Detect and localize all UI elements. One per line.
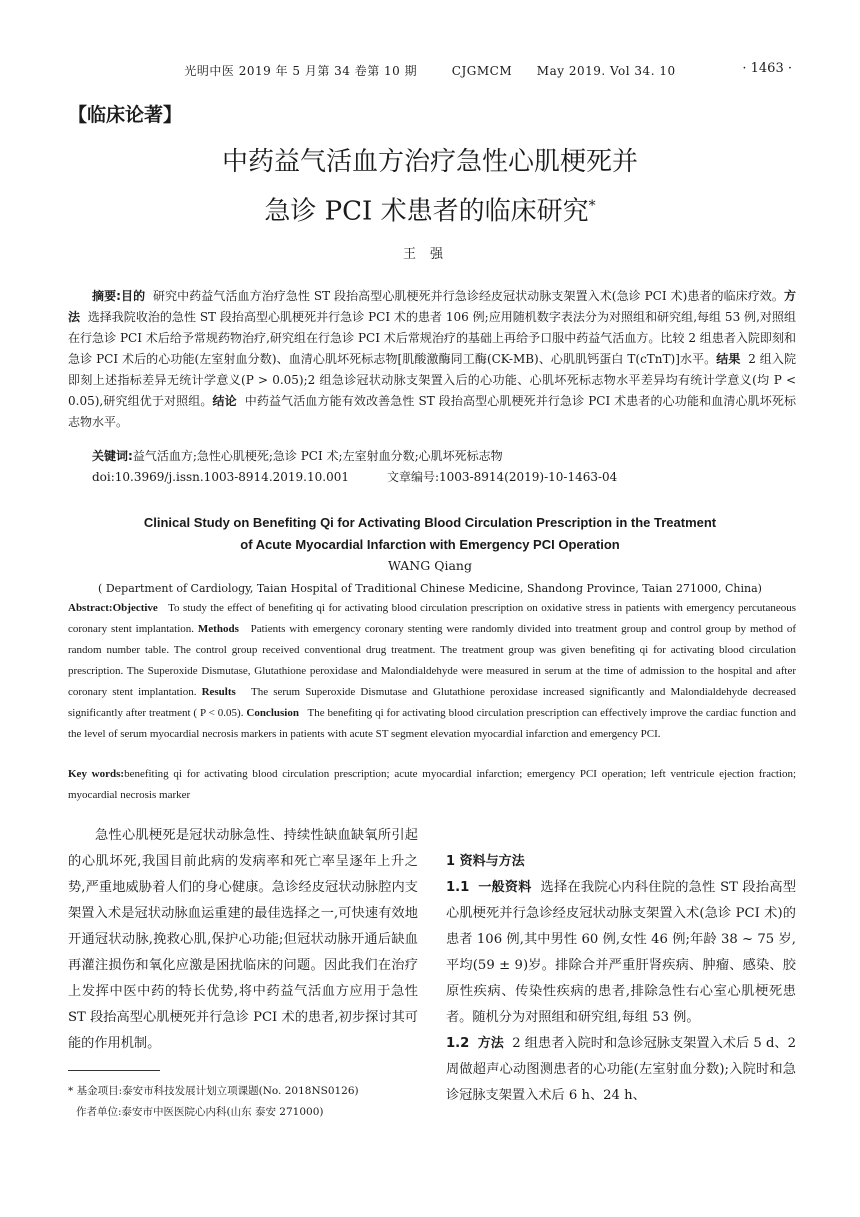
footnote-divider [68,1070,160,1071]
body-left-column [68,823,418,1057]
keywords-en [68,764,796,806]
section-1-heading: 1 资料与方法 [446,854,525,869]
objective-en-label: Objective [112,602,158,614]
s11-title: 一般资料 [478,880,532,895]
keywords-cn-text: 益气活血方;急性心肌梗死;急诊 PCI 术;左室射血分数;心肌坏死标志物 [132,449,503,463]
intro-paragraph: 急性心肌梗死是冠状动脉急性、持续性缺血缺氧所引起的心肌坏死,我国目前此病的发病率和死亡率呈逐年上升之势,严重地威胁着人们的身心健康。急诊经皮冠状动脉腔内支架置入术是冠状动脉血运重建的最佳选择之一,可快速有效地开通冠状动脉,挽救心肌,保护心功能;但冠状动脉开通后缺血再灌注损伤和氧化应激是困扰临床的问题。因此我们在治疗上发挥中医中药的特长优势,将中药益气活血方应用于急性 ST 段抬高型心肌梗死并行急诊 PCI 术的患者,初步探讨其可能的作用机制。 [68,828,418,1051]
journal-line [68,62,792,79]
title-cn-line2 [68,184,792,234]
s12-number: 1.2 [446,1036,470,1051]
methods-cn: 选择我院收治的急性 ST 段抬高型心肌梗死并行急诊 PCI 术的患者 106 例;应用随机数字表法分为对照组和研究组,每组 53 例,对照组在行急诊 PCI 术后给予常规药物治疗,研究组在行急诊 PCI 术后常规治疗的基础上再给予口服中药益气活血方。比较 2 组患者入院即刻和急诊 PCI 术后的心功能(左室射血分数)、血清心肌坏死标志物[肌酸激酶同工酶(CK-MB)、心肌肌钙蛋白 T(cTnT)]水平。 [68,310,796,366]
methods-en: Patients with emergency coronary stenting were randomly divided into treatment group and control group by method of random number table. The control group received conventional drug treatment. The treatment group was given benefiting qi for activating blood circulation prescription. The Superoxide Dismutase, Glutathione peroxidase and Malondialdehyde were measured in serum at the time of admission to the hospital and after coronary stent implantation. [68,623,797,698]
issue-en: May 2019. Vol 34. 10 [536,64,676,78]
results-cn: 2 组入院即刻上述指标差异无统计学意义(P > 0.05);2 组急诊冠状动脉支架置入后的心功能、心肌坏死标志物水平差异均有统计学意义(均 P < 0.05),研究组优于对照组。 [68,352,796,408]
doi-line [68,467,796,488]
abstract-cn [68,286,796,433]
journal-en: CJGMCM [451,64,513,78]
methods-cn-label: 方法 [68,289,796,324]
methods-en-label: Methods [197,623,239,635]
objective-cn: 研究中药益气活血方治疗急性 ST 段抬高型心肌梗死并行急诊经皮冠状动脉支架置入术(急诊 PCI 术)患者的临床疗效。 [153,289,784,303]
abstract-en-label: Abstract: [68,602,113,614]
objective-en: To study the effect of benefiting qi for activating blood circulation prescription on oxidative stress in patients with emergency percutaneous coronary stent implantation. [68,602,796,635]
body-right-column [446,823,796,1109]
results-cn-label: 结果 [716,352,741,366]
footnotes [68,1081,428,1123]
doi: doi:10.3969/j.issn.1003-8914.2019.10.001 [92,470,349,484]
results-en-label: Results [201,686,236,698]
footnote-mark: * [588,198,596,214]
keywords-cn [68,446,796,467]
conclusion-en-label: Conclusion [246,707,299,719]
objective-cn-label: 目的 [120,289,146,303]
keywords-en-label: Key words: [68,768,125,780]
s12-title: 方法 [477,1036,504,1051]
article-title-en [68,512,792,556]
author-cn: 王强 [402,247,457,262]
running-header [68,60,792,80]
conclusion-cn-label: 结论 [212,394,237,408]
article-number: 文章编号:1003-8914(2019)-10-1463-04 [386,470,618,484]
keywords-en-text: benefiting qi for activating blood circulation prescription; acute myocardial infarction; emergency PCI operation; left ventricule ejection fraction; myocardial necrosis marker [68,768,796,801]
title-en-line1: Clinical Study on Benefiting Qi for Activating Blood Circulation Prescription in the Treatment [143,515,717,530]
article-title-cn [68,140,792,234]
affiliation-en: ( Department of Cardiology, Taian Hospital of Traditional Chinese Medicine, Shandong Province, Taian 271000, China) [98,582,762,595]
keywords-cn-label: 关键词: [92,449,133,463]
author-en: WANG Qiang [388,558,472,573]
conclusion-en: The benefiting qi for activating blood circulation prescription can effectively improve the cardiac function and the level of serum myocardial necrosis markers in patients with acute ST segment elevation myocardial infarction and emergency PCI. [68,707,796,740]
journal-cn: 光明中医 2019 年 5 月第 34 卷第 10 期 [184,64,418,78]
s11-number: 1.1 [446,880,470,895]
section-1-1 [446,875,796,1031]
section-tag: 【临床论著】 [68,104,183,126]
results-en: The serum Superoxide Dismutase and Glutathione peroxidase increased significantly and Malondialdehyde decreased significantly after treatment ( P < 0.05). [68,686,796,719]
page-number: · 1463 · [742,61,792,76]
section-1-2 [446,1031,796,1109]
title-en-line2: of Acute Myocardial Infarction with Emergency PCI Operation [240,537,620,552]
s12-text: 2 组患者入院时和急诊冠脉支架置入术后 5 d、2 周做超声心动图测患者的心功能(左室射血分数);入院时和急诊冠脉支架置入术后 6 h、24 h、 [446,1036,796,1103]
footnote-unit: 作者单位:泰安市中医医院心内科(山东 泰安 271000) [76,1106,324,1118]
title-cn-line2-text: 急诊 PCI 术患者的临床研究 [264,196,589,227]
s11-text: 选择在我院心内科住院的急性 ST 段抬高型心肌梗死并行急诊经皮冠状动脉支架置入术(急诊 PCI 术)的患者 106 例,其中男性 60 例,女性 46 例;年龄 38 ~ 75 岁,平均(59 ± 9)岁。排除合并严重肝肾疾病、肿瘤、感染、胶原性疾病、传染性疾病的患者,排除急性右心室心肌梗死患者。随机分为对照组和研究组,每组 53 例。 [446,880,797,1025]
abstract-cn-label: 摘要: [92,289,121,303]
footnote-fund: * 基金项目:泰安市科技发展计划立项课题(No. 2018NS0126) [68,1085,359,1097]
title-cn-line1: 中药益气活血方治疗急性心肌梗死并 [221,147,638,177]
abstract-en [68,598,796,745]
conclusion-cn: 中药益气活血方能有效改善急性 ST 段抬高型心肌梗死并行急诊 PCI 术患者的心功能和血清心肌坏死标志物水平。 [68,394,796,429]
